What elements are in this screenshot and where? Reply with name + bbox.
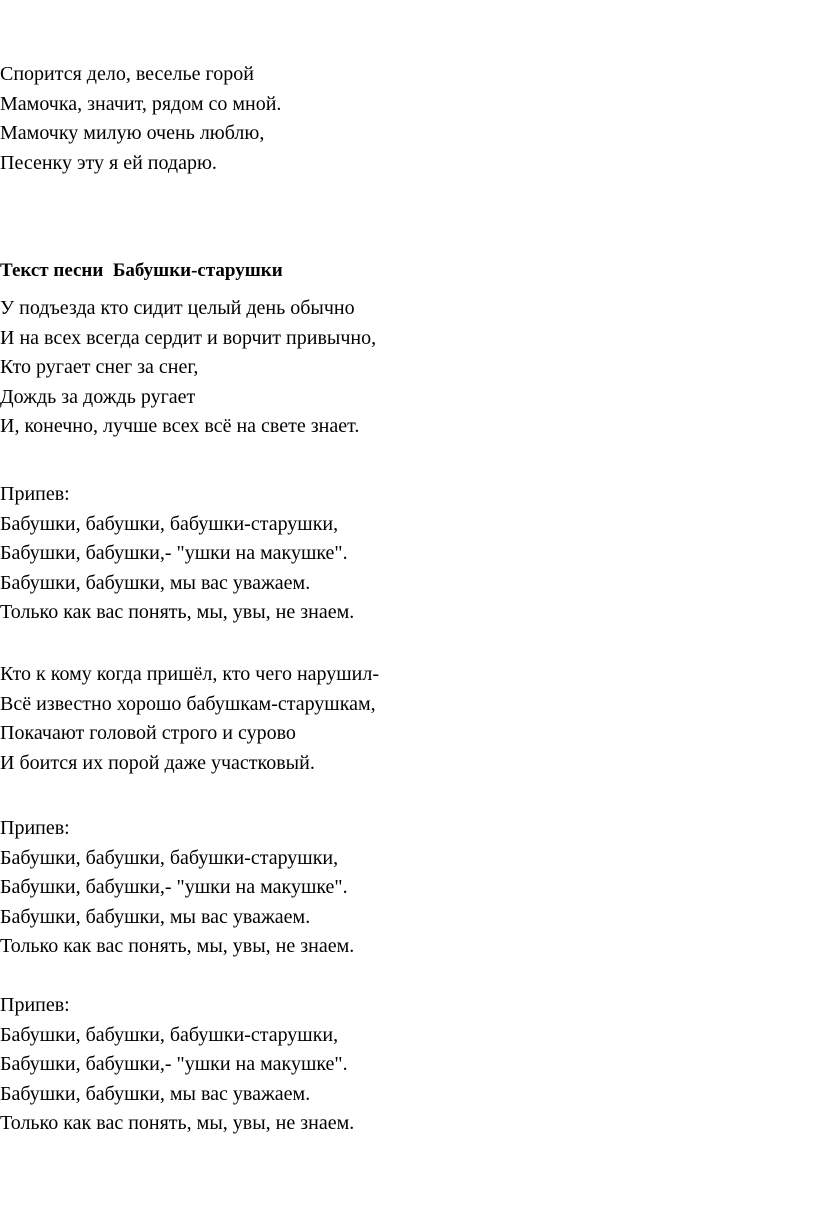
chorus-label: Припев: (0, 817, 70, 839)
song-title: Текст песни Бабушки-старушки (0, 260, 283, 281)
chorus-2 (0, 814, 354, 962)
intro-verse (0, 60, 281, 178)
verse-1 (0, 294, 376, 442)
intro-line: Мамочка, значит, рядом со мной. (0, 92, 282, 115)
intro-line: Мамочку милую очень люблю, (0, 122, 265, 144)
chorus-line: Бабушки, бабушки,- "ушки на макушке". (0, 1053, 348, 1075)
chorus-line: Только как вас понять, мы, увы, не знаем. (0, 1112, 355, 1134)
chorus-line: Бабушки, бабушки, мы вас уважаем. (0, 905, 311, 928)
chorus-line: Бабушки, бабушки, бабушки-старушки, (0, 846, 339, 869)
chorus-label: Припев: (0, 994, 70, 1016)
verse-2 (0, 660, 379, 778)
verse-line: Всё известно хорошо бабушкам-старушкам, (0, 692, 376, 715)
chorus-line: Только как вас понять, мы, увы, не знаем. (0, 935, 355, 957)
verse-line: И боится их порой даже участковый. (0, 751, 315, 774)
chorus-line: Бабушки, бабушки, бабушки-старушки, (0, 512, 339, 535)
verse-line: И на всех всегда сердит и ворчит привычно, (0, 326, 377, 349)
chorus-line: Бабушки, бабушки, мы вас уважаем. (0, 571, 311, 594)
chorus-label: Припев: (0, 483, 70, 505)
verse-line: И, конечно, лучше всех всё на свете знает. (0, 415, 360, 437)
chorus-line: Бабушки, бабушки, мы вас уважаем. (0, 1082, 311, 1105)
chorus-line: Бабушки, бабушки, бабушки-старушки, (0, 1023, 339, 1046)
chorus-3 (0, 991, 354, 1139)
chorus-line: Только как вас понять, мы, увы, не знаем. (0, 601, 355, 623)
verse-line: Покачают головой строго и сурово (0, 722, 296, 744)
chorus-line: Бабушки, бабушки,- "ушки на макушке". (0, 542, 348, 564)
verse-line: Кто к кому когда пришёл, кто чего нарушил- (0, 663, 380, 685)
verse-line: Кто ругает снег за снег, (0, 356, 199, 378)
intro-line: Спорится дело, веселье горой (0, 63, 254, 85)
verse-line: У подъезда кто сидит целый день обычно (0, 297, 355, 319)
verse-line: Дождь за дождь ругает (0, 385, 196, 408)
chorus-1 (0, 480, 354, 628)
chorus-line: Бабушки, бабушки,- "ушки на макушке". (0, 876, 348, 898)
intro-line: Песенку эту я ей подарю. (0, 151, 217, 174)
